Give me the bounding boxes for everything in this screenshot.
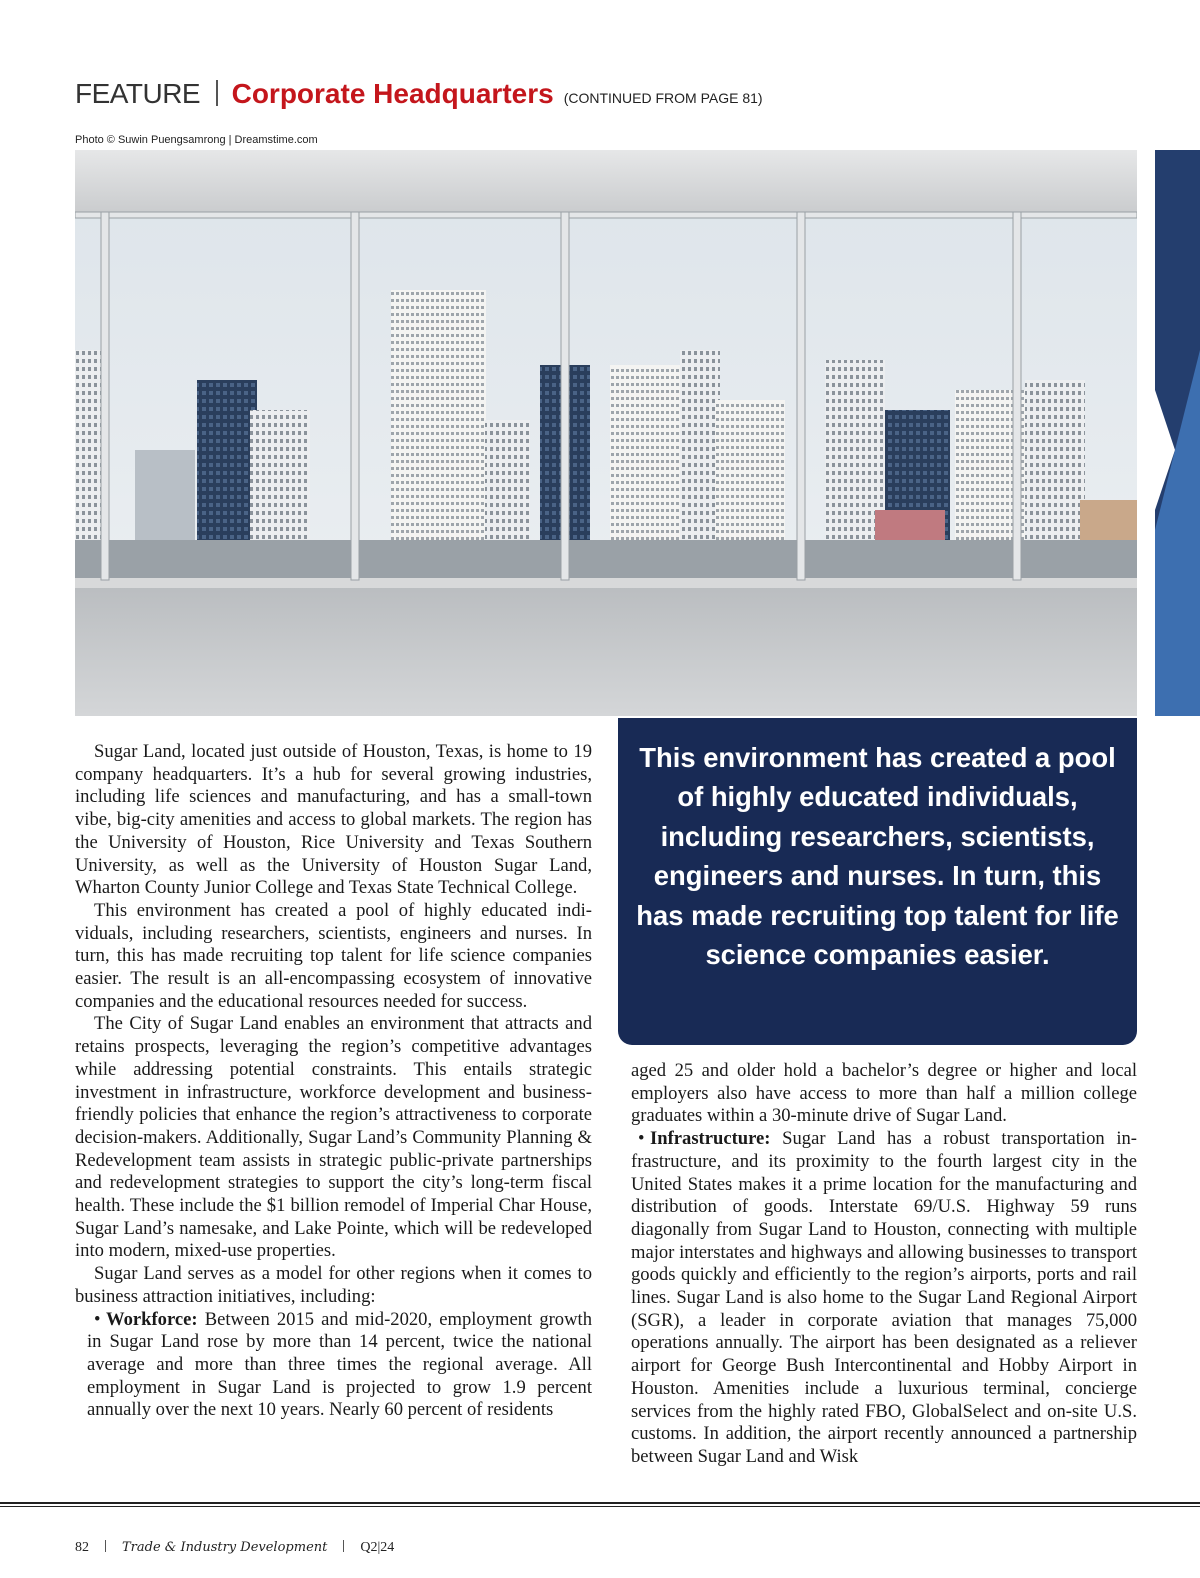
article-paragraph: aged 25 and older hold a bachelor’s degree or higher and local employers also have access to more than half a million college graduates within a 30-minute drive of Sugar Land. bbox=[631, 1060, 1137, 1127]
footer-divider bbox=[105, 1540, 106, 1552]
footer-rule bbox=[0, 1502, 1200, 1504]
bullet-label: Infrastructure: bbox=[650, 1128, 771, 1150]
page-title: Corporate Headquarters bbox=[231, 78, 554, 109]
section-label: FEATURE bbox=[75, 78, 201, 109]
photo-credit: Photo © Suwin Puengsamrong | Dreamstime.com bbox=[75, 134, 318, 146]
article-column-right bbox=[619, 1060, 1137, 1469]
article-paragraph: Sugar Land serves as a model for other regions when it comes to business attraction initiatives, including: bbox=[75, 1263, 592, 1307]
photo-illustration bbox=[75, 150, 1137, 716]
page-header bbox=[75, 78, 763, 110]
header-divider bbox=[216, 80, 218, 106]
page-footer bbox=[75, 1540, 394, 1556]
bullet-text: Sugar Land has a robust transportation infrastructure, and its proximity to the fourth largest city in the United States makes it a prime location for the manufacturing and distribution of goods. Interstate 69/U.S. Highway 59 runs diagonally from Sugar Land to Houston, connecting with multiple major interstates and highways and allowing businesses to transport goods quickly and efficiently to the region’s airports, ports and rail lines. Sugar Land is also home to the Sugar Land Regional Airport (SGR), a leader in corporate aviation that manages 75,000 operations annually. The airport has been designated as a reliever airport for George Bush Intercontinental and Hobby Airport in Houston. Amenities include a luxurious terminal, concierge services from the highly rated FBO, GlobalSelect and on-site U.S. customs. In addition, the airport recently announced a partnership between Sugar Land and Wisk bbox=[631, 1128, 1137, 1467]
issue-label: Q2|24 bbox=[360, 1540, 395, 1555]
pull-quote: This environment has created a pool of highly educated individuals, including researchers, scientists, engineers and nurses. In turn, this has made recruiting top talent for life science companies easier. bbox=[618, 718, 1137, 1045]
continued-note: (CONTINUED FROM PAGE 81) bbox=[563, 90, 763, 106]
page-number: 82 bbox=[75, 1540, 89, 1555]
side-building-photo bbox=[1155, 150, 1200, 716]
bullet-workforce: • Workforce: Between 2015 and mid-2020, employment growth in Sugar Land rose by more than 14 percent, twice the national average and more than three times the regional average. All employment in Sugar Land is projected to grow 1.9 percent annually over the next 10 years. Nearly 60 percent of residents bbox=[87, 1308, 592, 1421]
article-column-left bbox=[75, 741, 592, 1422]
article-paragraph: The City of Sugar Land enables an environment that attracts and retains prospects, leveraging the region’s competitive advantages while addressing potential constraints. This entails strategic investment in infrastructure, workforce development and business-friendly policies that enhance the region’s attractiveness to corporate decision-makers. Additionally, Sugar Land’s Community Planning & Redevelopment team assists in strategic public-private partnerships and redevelopment strategies to support the city’s long-term fiscal health. These include the $1 billion remodel of Imperial Char House, Sugar Land’s namesake, and Lake Pointe, which will be redeveloped into modern, mixed-use properties. bbox=[75, 1013, 592, 1262]
side-building-illustration bbox=[1155, 150, 1200, 716]
bullet-label: Workforce: bbox=[106, 1308, 198, 1330]
footer-divider bbox=[343, 1540, 344, 1552]
office-skyline-photo bbox=[75, 150, 1137, 716]
article-paragraph: This environment has created a pool of highly educated individuals, including researchers, scientists, engineers and nurses. In turn, this has made recruiting top talent for life science companies easier. The result is an all-encompassing ecosystem of innovative companies and the educational resources needed for success. bbox=[75, 899, 592, 1012]
footer-rule bbox=[0, 1506, 1200, 1507]
publication-name: Trade & Industry Development bbox=[122, 1540, 328, 1555]
bullet-infrastructure: • Infrastructure: Sugar Land has a robust transportation infrastructure, and its proximity to the fourth largest city in the United States makes it a prime location for the manufacturing and distribution of goods. Interstate 69/U.S. Highway 59 runs diagonally from Sugar Land to Houston, connecting with multiple major interstates and highways and allowing businesses to transport goods quickly and efficiently to the region’s airports, ports and rail lines. Sugar Land is also home to the Sugar Land Regional Airport (SGR), a leader in corporate aviation that manages 75,000 operations annually. The airport has been designated as a reliever airport for George Bush Intercontinental and Hobby Airport in Houston. Amenities include a luxurious terminal, concierge services from the highly rated FBO, GlobalSelect and on-site U.S. customs. In addition, the airport recently announced a partnership between Sugar Land and Wisk bbox=[631, 1128, 1137, 1467]
bullet-text: Between 2015 and mid-2020, employment growth in Sugar Land rose by more than 14 percent, twice the national average and more than three times the regional average. All employment in Sugar Land is projected to grow 1.9 percent annually over the next 10 years. Nearly 60 percent of residents bbox=[87, 1308, 592, 1421]
article-paragraph: Sugar Land, located just outside of Houston, Texas, is home to 19 company headquarters. It’s a hub for several growing industries, including life sciences and manufacturing, and has a small-town vibe, big-city amenities and access to global markets. The region has the University of Houston, Rice University and Texas Southern University, as well as the University of Houston Sugar Land, Wharton County Junior College and Texas State Technical College. bbox=[75, 741, 592, 899]
